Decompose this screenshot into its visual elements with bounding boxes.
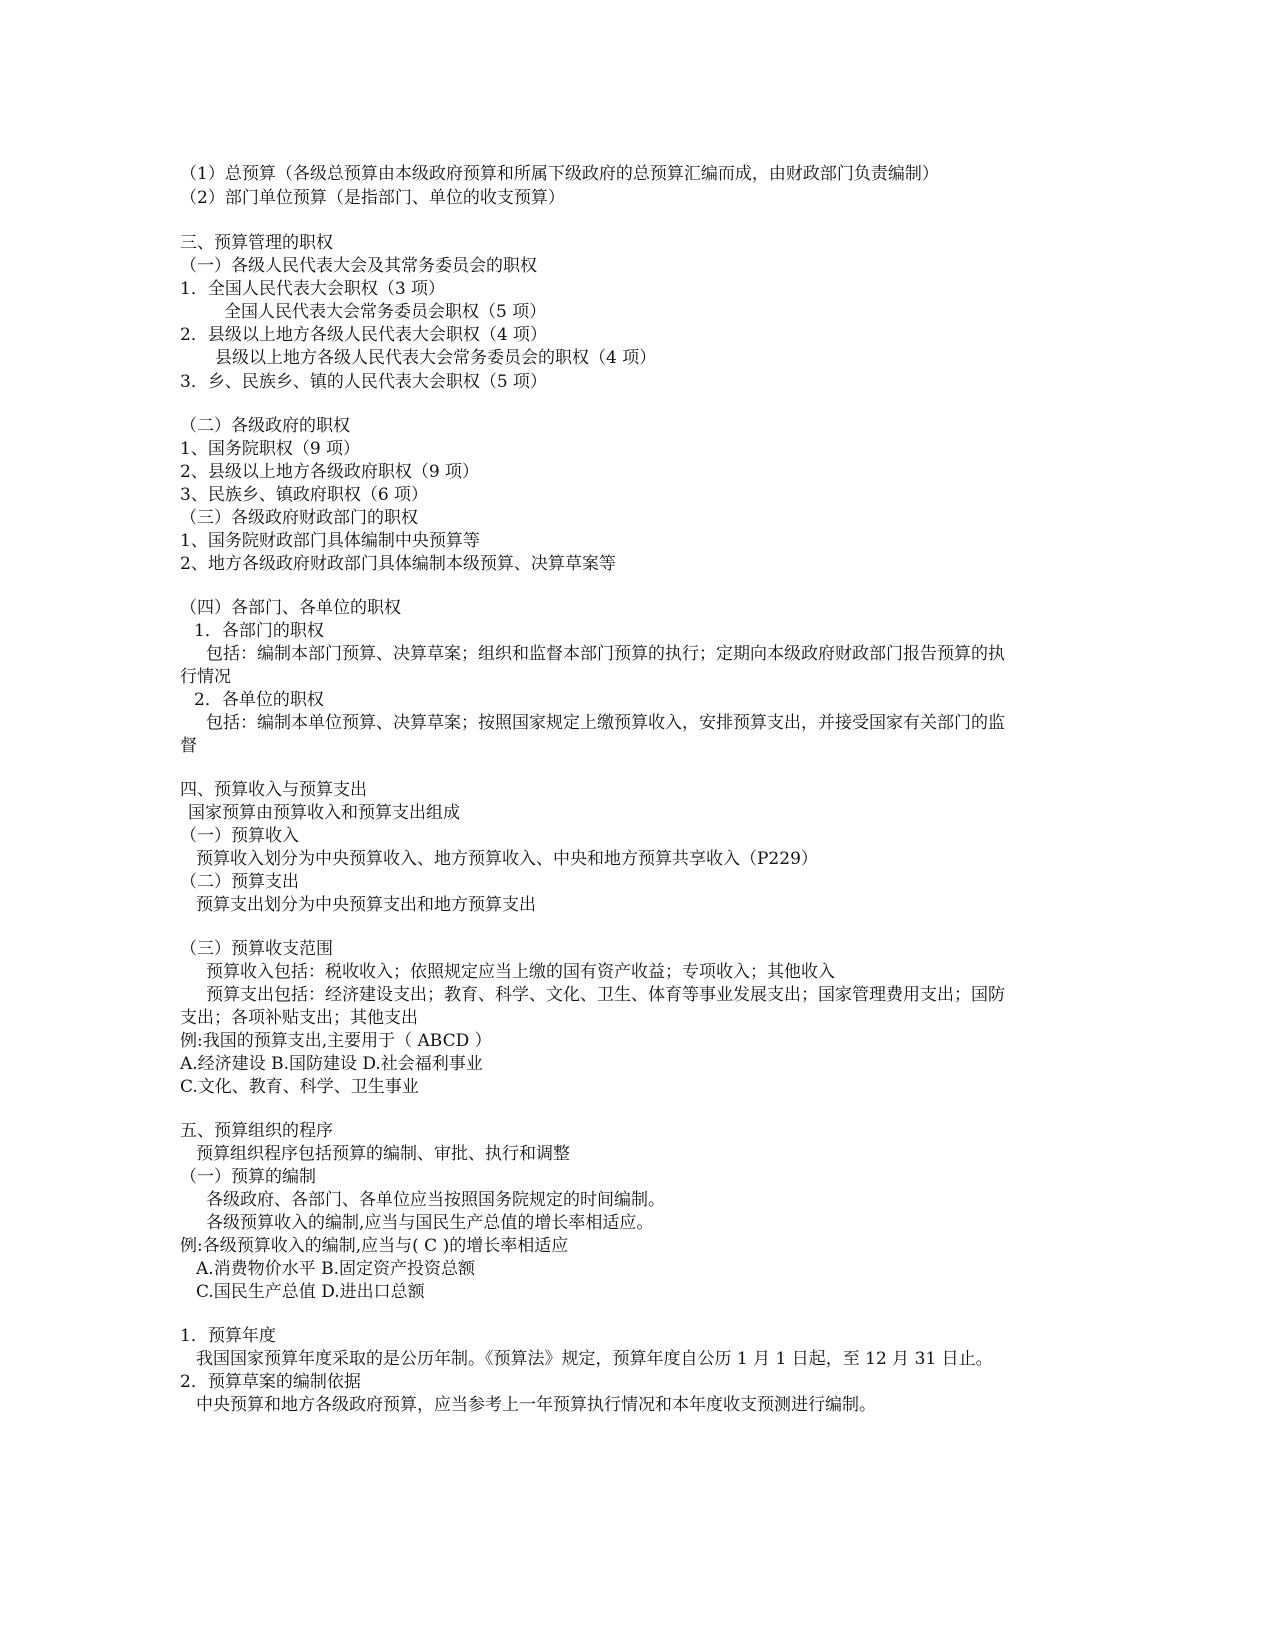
text-line: 2、地方各级政府财政部门具体编制本级预算、决算草案等 bbox=[180, 554, 616, 574]
text-line: 支出；各项补贴支出；其他支出 bbox=[180, 1008, 418, 1028]
subsection-heading: （一）预算的编制 bbox=[180, 1167, 316, 1187]
text-line: 1．各部门的职权 bbox=[194, 621, 324, 641]
text-line: 行情况 bbox=[180, 667, 231, 687]
text-line: 各级预算收入的编制,应当与国民生产总值的增长率相适应。 bbox=[206, 1213, 654, 1233]
text-line: 1、国务院职权（9 项） bbox=[180, 439, 361, 459]
section-heading: 三、预算管理的职权 bbox=[180, 233, 333, 253]
text-line: 全国人民代表大会常务委员会职权（5 项） bbox=[224, 302, 547, 322]
text-line: 2．县级以上地方各级人民代表大会职权（4 项） bbox=[180, 325, 548, 345]
text-line: 国家预算由预算收入和预算支出组成 bbox=[188, 803, 460, 823]
text-line: 包括：编制本部门预算、决算草案；组织和监督本部门预算的执行；定期向本级政府财政部门报告预算的执 bbox=[206, 644, 1005, 664]
example-options: C.文化、教育、科学、卫生事业 bbox=[180, 1077, 419, 1097]
subsection-heading: （三）预算收支范围 bbox=[180, 939, 333, 959]
text-line: 各级政府、各部门、各单位应当按照国务院规定的时间编制。 bbox=[206, 1190, 665, 1210]
subsection-heading: （四）各部门、各单位的职权 bbox=[180, 598, 401, 618]
subsection-heading: （二）各级政府的职权 bbox=[180, 416, 350, 436]
subsection-heading: （二）预算支出 bbox=[180, 872, 299, 892]
text-line: 预算支出划分为中央预算支出和地方预算支出 bbox=[196, 895, 536, 915]
text-line: 1、国务院财政部门具体编制中央预算等 bbox=[180, 531, 480, 551]
example-options: C.国民生产总值 D.进出口总额 bbox=[196, 1282, 425, 1302]
example-question: 例:我国的预算支出,主要用于（ ABCD ） bbox=[180, 1031, 492, 1051]
example-options: A.经济建设 B.国防建设 D.社会福利事业 bbox=[180, 1054, 483, 1074]
text-line: （2）部门单位预算（是指部门、单位的收支预算） bbox=[180, 188, 565, 208]
subsection-heading: （一）各级人民代表大会及其常务委员会的职权 bbox=[180, 256, 537, 276]
section-heading: 四、预算收入与预算支出 bbox=[180, 780, 367, 800]
text-line: 1．预算年度 bbox=[180, 1326, 276, 1346]
example-options: A.消费物价水平 B.固定资产投资总额 bbox=[196, 1259, 475, 1279]
text-line: 督 bbox=[180, 736, 197, 756]
text-line: 2．各单位的职权 bbox=[194, 690, 324, 710]
text-line: 1．全国人民代表大会职权（3 项） bbox=[180, 279, 446, 299]
text-line: 预算组织程序包括预算的编制、审批、执行和调整 bbox=[196, 1144, 570, 1164]
text-line: 县级以上地方各级人民代表大会常务委员会的职权（4 项） bbox=[215, 348, 657, 368]
text-line: 2．预算草案的编制依据 bbox=[180, 1372, 361, 1392]
subsection-heading: （一）预算收入 bbox=[180, 826, 299, 846]
section-heading: 五、预算组织的程序 bbox=[180, 1121, 333, 1141]
subsection-heading: （三）各级政府财政部门的职权 bbox=[180, 508, 418, 528]
text-line: 3．乡、民族乡、镇的人民代表大会职权（5 项） bbox=[180, 372, 548, 392]
text-line: 3、民族乡、镇政府职权（6 项） bbox=[180, 485, 429, 505]
example-question: 例:各级预算收入的编制,应当与( C )的增长率相适应 bbox=[180, 1236, 569, 1256]
text-line: 预算收入包括：税收收入；依照规定应当上缴的国有资产收益；专项收入；其他收入 bbox=[206, 962, 835, 982]
text-line: 预算支出包括：经济建设支出；教育、科学、文化、卫生、体育等事业发展支出；国家管理费用支出；国防 bbox=[206, 985, 1005, 1005]
text-line: 预算收入划分为中央预算收入、地方预算收入、中央和地方预算共享收入（P229） bbox=[196, 849, 818, 869]
text-line: （1）总预算（各级总预算由本级政府预算和所属下级政府的总预算汇编而成，由财政部门负责编制） bbox=[180, 164, 939, 184]
text-line: 我国国家预算年度采取的是公历年制。《预算法》规定，预算年度自公历 1 月 1 日起，至 12 月 31 日止。 bbox=[196, 1349, 993, 1369]
text-line: 2、县级以上地方各级政府职权（9 项） bbox=[180, 462, 480, 482]
text-line: 包括：编制本单位预算、决算草案；按照国家规定上缴预算收入，安排预算支出，并接受国家有关部门的监 bbox=[206, 713, 1005, 733]
text-line: 中央预算和地方各级政府预算，应当参考上一年预算执行情况和本年度收支预测进行编制。 bbox=[196, 1395, 876, 1415]
